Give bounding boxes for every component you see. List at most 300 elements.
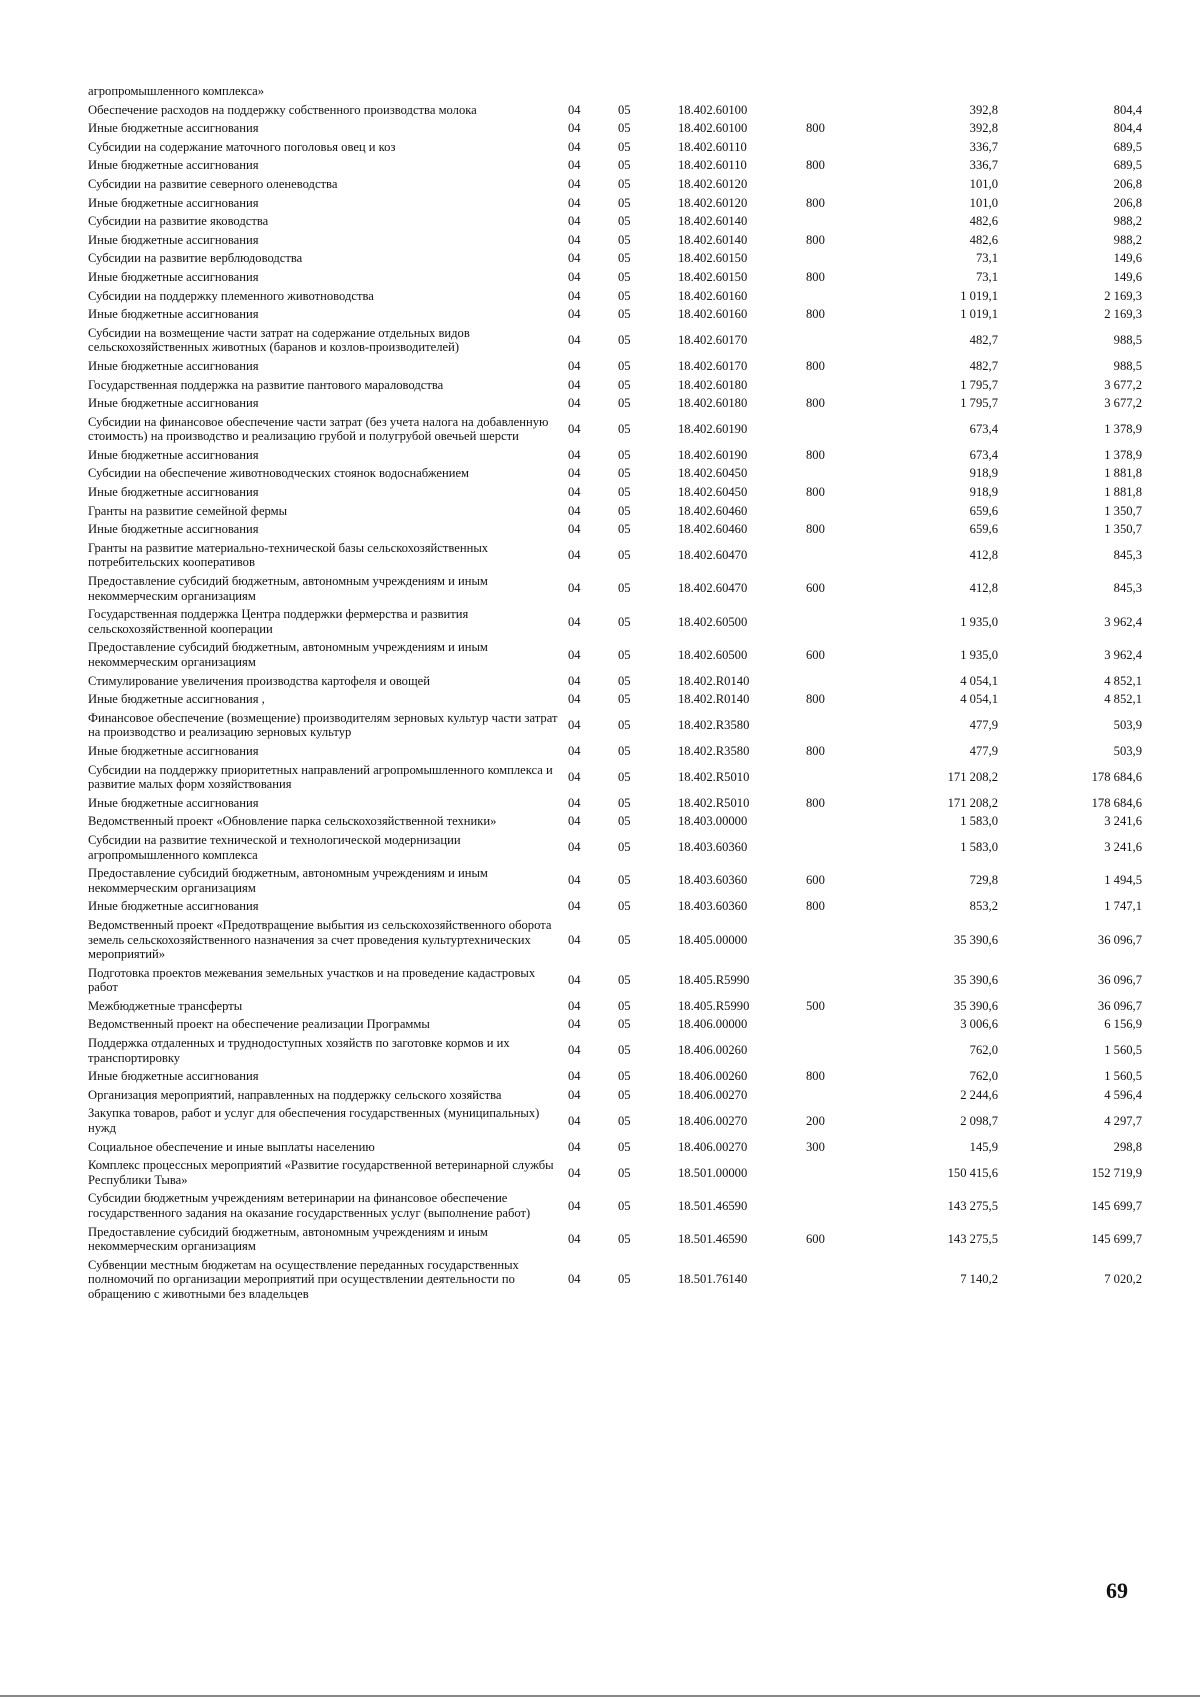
section-code-cell: 04 [568, 647, 581, 662]
expense-type-cell [806, 413, 862, 446]
amount-year2-cell: 3 962,4 [1104, 647, 1142, 662]
amount-year1-cell: 73,1 [975, 251, 998, 266]
expense-type-cell: 800 [806, 121, 825, 136]
amount-year2-cell: 145 699,7 [1091, 1231, 1142, 1246]
table-row [88, 324, 1160, 357]
subsection-code-cell: 05 [618, 1087, 631, 1102]
amount-year1-cell: 673,4 [969, 421, 998, 436]
expense-type-cell: 500 [806, 998, 825, 1013]
table-row [88, 897, 1160, 916]
row-name-cell: Организация мероприятий, направленных на поддержку сельского хозяйства [88, 1087, 502, 1102]
amount-year1-cell: 762,0 [969, 1043, 998, 1058]
target-item-cell: 18.406.00270 [678, 1087, 748, 1102]
subsection-code-cell: 05 [618, 743, 631, 758]
row-name-cell: Ведомственный проект на обеспечение реализации Программы [88, 1017, 430, 1032]
amount-year1-cell: 1 795,7 [960, 377, 998, 392]
row-name-cell: Субсидии на возмещение части затрат на содержание отдельных видов сельскохозяйственных животных (баранов и козлов-производителей) [88, 325, 470, 355]
subsection-code-cell: 05 [618, 358, 631, 373]
expense-type-cell [806, 916, 862, 964]
expense-type-cell: 800 [806, 692, 825, 707]
amount-year2-cell: 1 560,5 [1104, 1069, 1142, 1084]
amount-year2-cell: 503,9 [1113, 718, 1142, 733]
target-item-cell: 18.402.60160 [678, 307, 748, 322]
amount-year2-cell: 4 596,4 [1104, 1087, 1142, 1102]
row-name-cell: Стимулирование увеличения производства картофеля и овощей [88, 673, 431, 688]
table-row [88, 305, 1160, 324]
subsection-code-cell: 05 [618, 998, 631, 1013]
amount-year1-cell: 7 140,2 [960, 1272, 998, 1287]
target-item-cell: 18.501.76140 [678, 1272, 748, 1287]
target-item-cell: 18.402.R5010 [678, 769, 750, 784]
target-item-cell: 18.402.60180 [678, 377, 748, 392]
subsection-code-cell: 05 [618, 1017, 631, 1032]
amount-year1-cell: 1 019,1 [960, 307, 998, 322]
amount-year2-cell: 36 096,7 [1097, 998, 1142, 1013]
row-name-cell: Иные бюджетные ассигнования [88, 1069, 259, 1084]
amount-year2-cell: 1 494,5 [1104, 873, 1142, 888]
section-code-cell: 04 [568, 377, 581, 392]
row-name-cell: Субсидии на развитие северного оленеводства [88, 176, 338, 191]
row-name-cell: Иные бюджетные ассигнования [88, 307, 259, 322]
section-code-cell: 04 [568, 333, 581, 348]
row-name-cell: Иные бюджетные ассигнования [88, 121, 259, 136]
amount-year1-cell: 2 244,6 [960, 1087, 998, 1102]
expense-type-cell [806, 709, 862, 742]
target-item-cell [674, 82, 806, 101]
row-name-cell: Субсидии на развитие яководства [88, 214, 269, 229]
amount-year1-cell: 392,8 [969, 121, 998, 136]
target-item-cell: 18.402.60110 [678, 139, 747, 154]
row-name-cell: Иные бюджетные ассигнования [88, 795, 259, 810]
section-code-cell: 04 [568, 840, 581, 855]
expense-type-cell [806, 1189, 862, 1222]
expense-type-cell: 800 [806, 522, 825, 537]
subsection-code-cell: 05 [618, 1069, 631, 1084]
amount-year2-cell: 178 684,6 [1091, 795, 1142, 810]
subsection-code-cell: 05 [618, 522, 631, 537]
amount-year1-cell: 143 275,5 [947, 1231, 998, 1246]
amount-year1-cell: 477,9 [969, 743, 998, 758]
table-row [88, 1156, 1160, 1189]
expense-type-cell [806, 464, 862, 483]
expense-type-cell [806, 82, 862, 101]
target-item-cell: 18.402.60110 [678, 158, 747, 173]
row-name-cell: Субсидии бюджетным учреждениям ветеринарии на финансовое обеспечение государственного задания на оказание государственных услуг (выполнение работ) [88, 1191, 531, 1220]
section-code-cell: 04 [568, 503, 581, 518]
section-code-cell: 04 [568, 1165, 581, 1180]
section-code-cell: 04 [568, 1272, 581, 1287]
section-code-cell: 04 [568, 158, 581, 173]
amount-year1-cell: 482,6 [969, 232, 998, 247]
row-name-cell: Иные бюджетные ассигнования [88, 899, 259, 914]
expense-type-cell [806, 605, 862, 638]
row-name-cell: Иные бюджетные ассигнования [88, 396, 259, 411]
subsection-code-cell: 05 [618, 1139, 631, 1154]
target-item-cell: 18.402.60190 [678, 447, 748, 462]
target-item-cell: 18.406.00000 [678, 1017, 748, 1032]
row-name-cell: Поддержка отдаленных и труднодоступных хозяйств по заготовке кормов и их транспортировку [88, 1036, 510, 1065]
target-item-cell: 18.402.60500 [678, 647, 748, 662]
table-row [88, 1067, 1160, 1086]
table-row [88, 376, 1160, 395]
target-item-cell: 18.501.00000 [678, 1165, 748, 1180]
amount-year2-cell: 804,4 [1113, 102, 1142, 117]
section-code-cell: 04 [568, 743, 581, 758]
target-item-cell: 18.403.00000 [678, 814, 748, 829]
subsection-code-cell: 05 [618, 121, 631, 136]
amount-year2-cell: 36 096,7 [1097, 972, 1142, 987]
row-name-cell: Гранты на развитие материально-технической базы сельскохозяйственных потребительских кооперативов [88, 540, 489, 570]
expense-type-cell: 600 [806, 1231, 825, 1246]
subsection-code-cell: 05 [618, 195, 631, 210]
amount-year2-cell: 1 560,5 [1104, 1043, 1142, 1058]
table-row [88, 742, 1160, 761]
amount-year1-cell: 412,8 [969, 581, 998, 596]
section-code-cell: 04 [568, 873, 581, 888]
amount-year2-cell: 1 350,7 [1104, 503, 1142, 518]
subsection-code-cell: 05 [618, 692, 631, 707]
row-name-cell: Субсидии на поддержку приоритетных направлений агропромышленного комплекса и развитие малых форм хозяйствования [88, 762, 553, 792]
subsection-code-cell: 05 [618, 614, 631, 629]
target-item-cell: 18.402.60470 [678, 581, 748, 596]
table-row [88, 119, 1160, 138]
subsection-code-cell: 05 [618, 840, 631, 855]
table-row [88, 446, 1160, 465]
section-code-cell: 04 [568, 466, 581, 481]
subsection-code-cell: 05 [618, 288, 631, 303]
table-row [88, 761, 1160, 794]
target-item-cell: 18.402.R3580 [678, 718, 750, 733]
table-row [88, 175, 1160, 194]
table-row [88, 1015, 1160, 1034]
amount-year2-cell: 178 684,6 [1091, 769, 1142, 784]
target-item-cell: 18.402.60140 [678, 214, 748, 229]
amount-year2-cell: 206,8 [1113, 195, 1142, 210]
table-row [88, 249, 1160, 268]
subsection-code-cell: 05 [618, 214, 631, 229]
section-code-cell: 04 [568, 121, 581, 136]
section-code-cell: 04 [568, 269, 581, 284]
amount-year1-cell: 477,9 [969, 718, 998, 733]
row-name-cell: Социальное обеспечение и иные выплаты населению [88, 1139, 375, 1154]
table-row [88, 672, 1160, 691]
subsection-code-cell: 05 [618, 333, 631, 348]
section-code-cell: 04 [568, 673, 581, 688]
subsection-code-cell: 05 [618, 447, 631, 462]
amount-year1-cell: 150 415,6 [947, 1165, 998, 1180]
section-code-cell: 04 [568, 1139, 581, 1154]
table-row [88, 394, 1160, 413]
subsection-code-cell: 05 [618, 581, 631, 596]
row-name-cell: Межбюджетные трансферты [88, 998, 243, 1013]
row-name-cell: Ведомственный проект «Предотвращение выбытия из сельскохозяйственного оборота земель сельскохозяйственного назначения за счет проведения культуртехнических мероприятий» [88, 917, 552, 962]
table-row [88, 287, 1160, 306]
section-code-cell: 04 [568, 358, 581, 373]
target-item-cell: 18.403.60360 [678, 873, 748, 888]
amount-year2-cell: 1 881,8 [1104, 466, 1142, 481]
amount-year1-cell: 336,7 [969, 139, 998, 154]
table-body [88, 82, 1160, 1304]
subsection-code-cell: 05 [618, 251, 631, 266]
table-row [88, 138, 1160, 157]
table-row [88, 156, 1160, 175]
section-code-cell: 04 [568, 396, 581, 411]
section-code-cell: 04 [568, 998, 581, 1013]
table-row [88, 520, 1160, 539]
target-item-cell: 18.406.00270 [678, 1139, 748, 1154]
amount-year2-cell: 149,6 [1113, 269, 1142, 284]
row-name-cell: Закупка товаров, работ и услуг для обеспечения государственных (муниципальных) нужд [88, 1106, 540, 1136]
subsection-code-cell: 05 [618, 176, 631, 191]
amount-year2-cell: 804,4 [1113, 121, 1142, 136]
table-row [88, 212, 1160, 231]
subsection-code-cell: 05 [618, 873, 631, 888]
amount-year2-cell: 3 677,2 [1104, 396, 1142, 411]
section-code-cell: 04 [568, 932, 581, 947]
amount-year2-cell: 4 297,7 [1104, 1113, 1142, 1128]
row-name-cell: Иные бюджетные ассигнования [88, 743, 259, 758]
amount-year1-cell: 482,7 [969, 333, 998, 348]
subsection-code-cell: 05 [618, 899, 631, 914]
amount-year2-cell: 2 169,3 [1104, 307, 1142, 322]
amount-year2-cell: 988,2 [1113, 232, 1142, 247]
target-item-cell: 18.402.R0140 [678, 692, 750, 707]
section-code-cell: 04 [568, 692, 581, 707]
expense-type-cell: 800 [806, 358, 825, 373]
row-name-cell: Иные бюджетные ассигнования [88, 232, 259, 247]
expense-type-cell [806, 672, 862, 691]
amount-year1-cell: 1 935,0 [960, 647, 998, 662]
amount-year2-cell: 3 677,2 [1104, 377, 1142, 392]
target-item-cell: 18.402.60460 [678, 503, 748, 518]
row-name-cell: Государственная поддержка Центра поддержки фермерства и развития сельскохозяйственной кооперации [88, 607, 469, 636]
section-code-cell: 04 [568, 195, 581, 210]
amount-year1-cell: 336,7 [969, 158, 998, 173]
page-number: 69 [1106, 1578, 1128, 1603]
amount-year1-cell: 673,4 [969, 447, 998, 462]
subsection-code-cell: 05 [618, 814, 631, 829]
table-row [88, 831, 1160, 864]
expense-type-cell: 200 [806, 1113, 825, 1128]
row-name-cell: Субсидии на развитие технической и технологической модернизации агропромышленного комплекса [88, 832, 461, 862]
section-code-cell: 04 [568, 769, 581, 784]
expense-type-cell [806, 249, 862, 268]
table-row [88, 812, 1160, 831]
target-item-cell: 18.406.00260 [678, 1069, 748, 1084]
amount-year1-cell: 101,0 [969, 176, 998, 191]
subsection-code-cell: 05 [618, 1113, 631, 1128]
section-code-cell: 04 [568, 232, 581, 247]
amount-year2-cell: 2 169,3 [1104, 288, 1142, 303]
table-row [88, 794, 1160, 813]
row-name-cell: Предоставление субсидий бюджетным, автономным учреждениям и иным некоммерческим организациям [88, 1224, 488, 1254]
amount-year1-cell: 1 583,0 [960, 840, 998, 855]
amount-year2-cell: 3 241,6 [1104, 840, 1142, 855]
expense-type-cell [806, 1156, 862, 1189]
amount-year2-cell: 988,5 [1113, 358, 1142, 373]
target-item-cell: 18.402.60160 [678, 288, 748, 303]
row-name-cell: Иные бюджетные ассигнования [88, 522, 259, 537]
amount-year1-cell: 1 795,7 [960, 396, 998, 411]
table-row [88, 638, 1160, 671]
amount-year2-cell: 1 378,9 [1104, 421, 1142, 436]
amount-year2-cell: 845,3 [1113, 548, 1142, 563]
amount-year2-cell: 988,5 [1113, 333, 1142, 348]
table-row [88, 709, 1160, 742]
amount-year1-cell: 145,9 [969, 1139, 998, 1154]
row-name-cell: Предоставление субсидий бюджетным, автономным учреждениям и иным некоммерческим организациям [88, 574, 488, 603]
amount-year2-cell: 503,9 [1113, 743, 1142, 758]
section-code-cell: 04 [568, 1087, 581, 1102]
target-item-cell: 18.402.60450 [678, 485, 748, 500]
expense-type-cell [806, 1256, 862, 1304]
table-row [88, 1086, 1160, 1105]
subsection-code-cell: 05 [618, 485, 631, 500]
target-item-cell: 18.501.46590 [678, 1231, 748, 1246]
section-code-cell: 04 [568, 548, 581, 563]
expense-type-cell [806, 831, 862, 864]
subsection-code-cell: 05 [618, 769, 631, 784]
amount-year2-cell: 6 156,9 [1104, 1017, 1142, 1032]
section-code-cell: 04 [568, 421, 581, 436]
target-item-cell: 18.405.R5990 [678, 972, 750, 987]
section-code-cell: 04 [568, 485, 581, 500]
table-row [88, 1189, 1160, 1222]
subsection-code-cell: 05 [618, 503, 631, 518]
target-item-cell: 18.402.60450 [678, 466, 748, 481]
expense-type-cell [806, 1086, 862, 1105]
target-item-cell: 18.402.R5010 [678, 795, 750, 810]
table-row [88, 1104, 1160, 1137]
section-code-cell: 04 [568, 139, 581, 154]
amount-year1-cell [862, 82, 1018, 101]
table-row [88, 194, 1160, 213]
table-row [88, 1256, 1160, 1304]
section-code-cell: 04 [568, 447, 581, 462]
expense-type-cell: 800 [806, 795, 825, 810]
target-item-cell: 18.402.60190 [678, 421, 748, 436]
subsection-code-cell [618, 82, 674, 101]
section-code-cell: 04 [568, 1231, 581, 1246]
target-item-cell: 18.406.00270 [678, 1113, 748, 1128]
subsection-code-cell: 05 [618, 466, 631, 481]
amount-year2-cell [1018, 82, 1160, 101]
subsection-code-cell: 05 [618, 1043, 631, 1058]
expense-type-cell: 600 [806, 647, 825, 662]
expense-type-cell [806, 138, 862, 157]
row-name-cell: Финансовое обеспечение (возмещение) производителям зерновых культур части затрат на производство и реализацию зерновых культур [88, 710, 558, 740]
row-name-cell: Гранты на развитие семейной фермы [88, 503, 288, 518]
target-item-cell: 18.406.00260 [678, 1043, 748, 1058]
expense-type-cell: 800 [806, 485, 825, 500]
amount-year2-cell: 1 747,1 [1104, 899, 1142, 914]
target-item-cell: 18.402.60170 [678, 358, 748, 373]
row-name-cell: Субсидии на поддержку племенного животноводства [88, 288, 374, 303]
target-item-cell: 18.402.60470 [678, 548, 748, 563]
target-item-cell: 18.405.00000 [678, 932, 748, 947]
table-row [88, 572, 1160, 605]
section-code-cell: 04 [568, 614, 581, 629]
expense-type-cell: 800 [806, 447, 825, 462]
row-name-cell: Государственная поддержка на развитие пантового мараловодства [88, 377, 444, 392]
row-name-cell: Предоставление субсидий бюджетным, автономным учреждениям и иным некоммерческим организациям [88, 640, 488, 669]
section-code-cell: 04 [568, 1017, 581, 1032]
section-code-cell: 04 [568, 814, 581, 829]
section-code-cell: 04 [568, 522, 581, 537]
row-name-cell: Субсидии на содержание маточного поголовья овец и коз [88, 139, 396, 154]
subsection-code-cell: 05 [618, 396, 631, 411]
section-code-cell [566, 82, 618, 101]
row-name-cell: Субсидии на обеспечение животноводческих стоянок водоснабжением [88, 466, 470, 481]
amount-year1-cell: 853,2 [969, 899, 998, 914]
amount-year1-cell: 73,1 [975, 269, 998, 284]
expense-type-cell [806, 812, 862, 831]
expense-type-cell: 800 [806, 232, 825, 247]
subsection-code-cell: 05 [618, 232, 631, 247]
row-name-cell: агропромышленного комплекса» [88, 84, 265, 98]
table-row [88, 539, 1160, 572]
table-row [88, 997, 1160, 1016]
amount-year2-cell: 1 350,7 [1104, 522, 1142, 537]
target-item-cell: 18.402.R3580 [678, 743, 750, 758]
amount-year1-cell: 659,6 [969, 522, 998, 537]
target-item-cell: 18.402.60100 [678, 121, 748, 136]
expense-type-cell: 800 [806, 195, 825, 210]
expense-type-cell: 600 [806, 873, 825, 888]
amount-year1-cell: 1 935,0 [960, 614, 998, 629]
amount-year2-cell: 689,5 [1113, 158, 1142, 173]
table-row [88, 964, 1160, 997]
expense-type-cell [806, 101, 862, 120]
table-row [88, 502, 1160, 521]
amount-year2-cell: 149,6 [1113, 251, 1142, 266]
amount-year1-cell: 729,8 [969, 873, 998, 888]
section-code-cell: 04 [568, 1113, 581, 1128]
section-code-cell: 04 [568, 1043, 581, 1058]
amount-year1-cell: 35 390,6 [953, 998, 998, 1013]
amount-year2-cell: 988,2 [1113, 214, 1142, 229]
table-row [88, 268, 1160, 287]
expense-type-cell [806, 964, 862, 997]
target-item-cell: 18.402.60460 [678, 522, 748, 537]
subsection-code-cell: 05 [618, 673, 631, 688]
row-name-cell: Предоставление субсидий бюджетным, автономным учреждениям и иным некоммерческим организациям [88, 866, 488, 895]
amount-year2-cell: 845,3 [1113, 581, 1142, 596]
section-code-cell: 04 [568, 1069, 581, 1084]
row-name-cell: Иные бюджетные ассигнования [88, 158, 259, 173]
budget-table [88, 82, 1160, 1304]
amount-year1-cell: 171 208,2 [947, 795, 998, 810]
amount-year1-cell: 392,8 [969, 102, 998, 117]
table-row [88, 916, 1160, 964]
amount-year1-cell: 3 006,6 [960, 1017, 998, 1032]
amount-year1-cell: 171 208,2 [947, 769, 998, 784]
target-item-cell: 18.402.R0140 [678, 673, 750, 688]
amount-year1-cell: 659,6 [969, 503, 998, 518]
row-name-cell: Иные бюджетные ассигнования , [88, 692, 265, 707]
row-name-cell: Иные бюджетные ассигнования [88, 447, 259, 462]
subsection-code-cell: 05 [618, 647, 631, 662]
expense-type-cell: 800 [806, 158, 825, 173]
expense-type-cell: 800 [806, 743, 825, 758]
expense-type-cell [806, 212, 862, 231]
row-name-cell: Иные бюджетные ассигнования [88, 195, 259, 210]
expense-type-cell [806, 761, 862, 794]
subsection-code-cell: 05 [618, 1231, 631, 1246]
expense-type-cell [806, 324, 862, 357]
subsection-code-cell: 05 [618, 1165, 631, 1180]
subsection-code-cell: 05 [618, 932, 631, 947]
